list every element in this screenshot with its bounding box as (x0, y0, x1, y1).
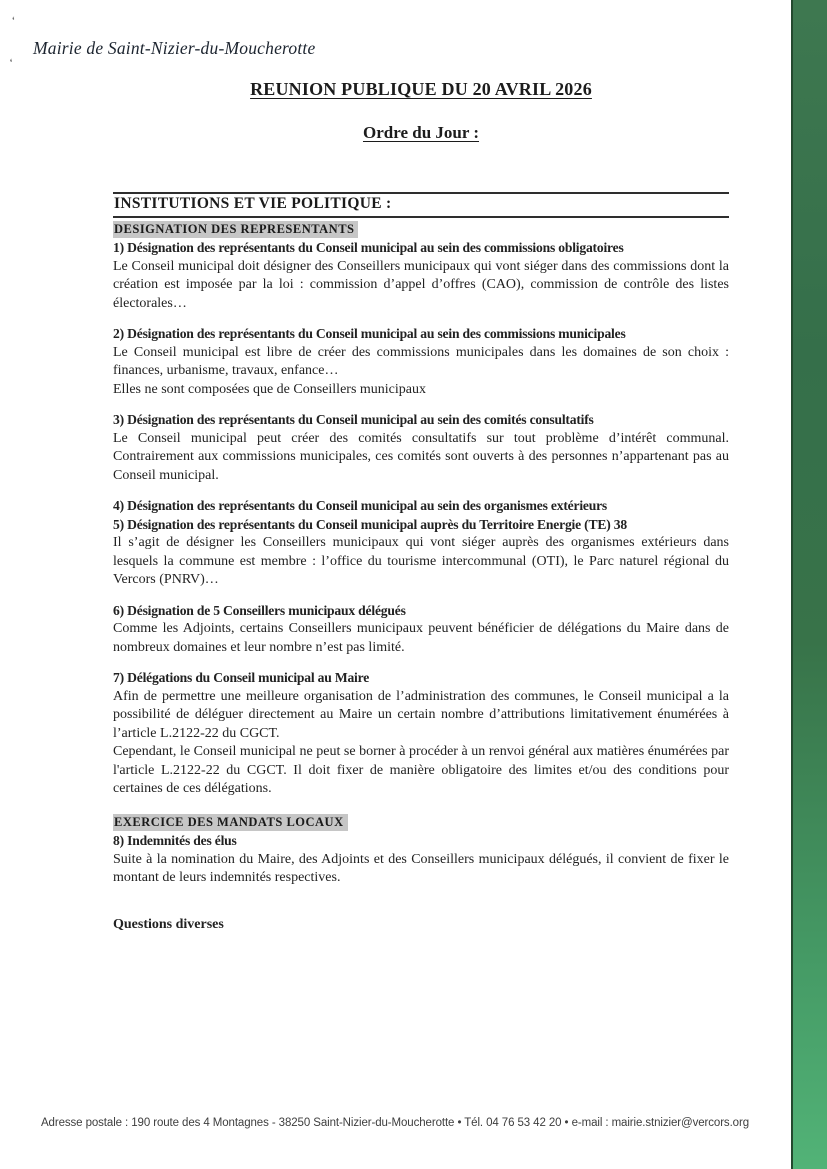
closing-line: Questions diverses (113, 916, 224, 932)
subsection-label: EXERCICE DES MANDATS LOCAUX (113, 814, 348, 831)
agenda-item-heading: 8) Indemnités des élus (113, 833, 237, 848)
document-body (113, 192, 729, 948)
agenda-item-paragraph: Afin de permettre une meilleure organisation de l’administration des communes, le Conseil municipal a la possibilité de déléguer directement au Maire un certain nombre d’attributions limitativement énumérées à l’article L.2122-22 du CGCT. (113, 688, 729, 741)
footer-contact-line: Adresse postale : 190 route des 4 Montagnes - 38250 Saint-Nizier-du-Moucherotte • Tél. 04 76 53 42 20 • e-mail : mairie.stnizier@vercors.org (40, 1117, 749, 1129)
agenda-block (113, 669, 729, 799)
agenda-item-paragraph: Il s’agit de désigner les Conseillers municipaux qui vont siéger auprès des organismes extérieurs dans lesquels la commune est membre : l’office du tourisme intercommunal (OTI), le Parc naturel régional du Vercors (PNRV)… (113, 535, 729, 587)
agenda-item-paragraph: Cependant, le Conseil municipal ne peut se borner à procéder à un renvoi général aux matières énumérées par l'article L.2122-22 du CGCT. Il doit fixer de manière obligatoire des limites et/ou des conditions pour certaines de ces délégations. (113, 744, 729, 796)
agenda-block (113, 602, 729, 658)
page-subtitle: Ordre du Jour : (362, 123, 480, 142)
subsection-label: DESIGNATION DES REPRESENTANTS (113, 221, 358, 238)
agenda-item-heading: 6) Désignation de 5 Conseillers municipaux délégués (113, 602, 406, 618)
org-name: Mairie de Saint-Nizier-du-Moucherotte (33, 38, 316, 58)
agenda-item-paragraph: Suite à la nomination du Maire, des Adjoints et des Conseillers municipaux délégués, il convient de fixer le montant de leurs indemnités respectives. (113, 851, 729, 885)
scan-artifact: ‘ (8, 56, 15, 70)
agenda-item-paragraph: Le Conseil municipal doit désigner des Conseillers municipaux qui vont siéger dans des commissions dont la création est imposée par la loi : commission d’appel d’offres (CAO), commission de contrôle des listes électorales… (113, 258, 729, 311)
scan-artifact: ‘ (11, 14, 17, 28)
title-block (113, 79, 729, 100)
agenda-item-heading: 5) Désignation des représentants du Conseil municipal auprès du Territoire Energie (TE) 38 (113, 516, 627, 532)
agenda-block (113, 218, 729, 314)
section-heading: INSTITUTIONS ET VIE POLITIQUE : (114, 195, 392, 212)
agenda-item-paragraph: Le Conseil municipal peut créer des comités consultatifs sur tout problème d’intérêt communal. Contrairement aux commissions municipales, ces comités sont ouverts à des personnes n’appartenant pas au Conseil municipal. (113, 430, 729, 483)
agenda-blocks (113, 218, 729, 888)
agenda-item-heading: 2) Désignation des représentants du Conseil municipal au sein des commissions municipales (113, 326, 626, 341)
agenda-item-heading: 7) Délégations du Conseil municipal au Maire (113, 670, 370, 685)
agenda-item-heading: 1) Désignation des représentants du Conseil municipal au sein des commissions obligatoires (113, 240, 624, 255)
page-title: REUNION PUBLIQUE DU 20 AVRIL 2026 (250, 79, 592, 99)
subtitle-block (113, 123, 729, 143)
agenda-item-paragraph: Le Conseil municipal est libre de créer des commissions municipales dans les domaines de son choix : finances, urbanisme, travaux, enfance… (113, 344, 729, 378)
agenda-block (113, 325, 729, 399)
agenda-block (113, 811, 729, 888)
agenda-item-paragraph: Comme les Adjoints, certains Conseillers municipaux peuvent bénéficier de délégations du Maire dans de nombreux domaines et leur nombre n’est pas limité. (113, 621, 729, 655)
agenda-item-heading: 3) Désignation des représentants du Conseil municipal au sein des comités consultatifs (113, 412, 594, 427)
agenda-item-heading: 4) Désignation des représentants du Conseil municipal au sein des organismes extérieurs (113, 498, 608, 513)
green-scan-strip (791, 0, 827, 1169)
agenda-block (113, 497, 729, 590)
agenda-item-paragraph: Elles ne sont composées que de Conseillers municipaux (113, 381, 426, 397)
agenda-block (113, 411, 729, 485)
